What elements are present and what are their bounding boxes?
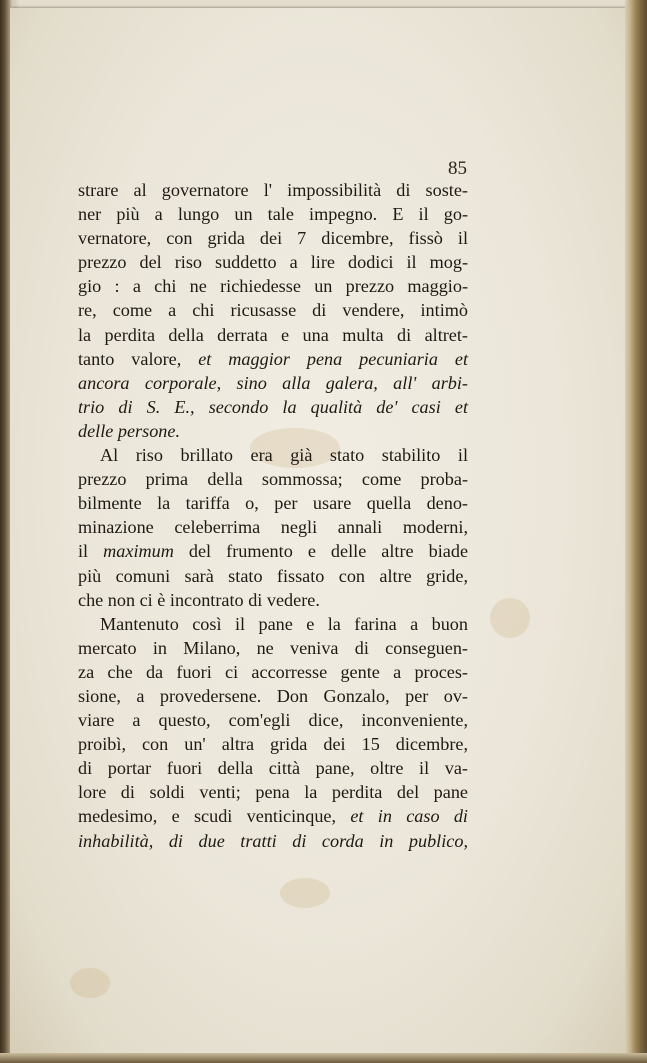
- text-line: [78, 419, 468, 443]
- italic-text-run: inhabilità, di due tratti di corda in publico,: [78, 830, 468, 851]
- text-line: più comuni sarà stato fissato con altre gride,: [78, 565, 468, 586]
- text-line: di portar fuori della città pane, oltre il va-: [78, 758, 468, 779]
- italic-text-run: maximum: [103, 541, 174, 562]
- text-line: [78, 829, 468, 853]
- text-line: [78, 395, 468, 419]
- text-line: vernatore, con grida dei 7 dicembre, fissò il: [78, 228, 468, 249]
- text-line: ner più a lungo un tale impegno. E il go-: [78, 204, 468, 225]
- text-line: Mantenuto così il pane e la farina a buon: [100, 613, 468, 634]
- text-line: bilmente la tariffa o, per usare quella deno-: [78, 493, 468, 514]
- text-line: viare a questo, com'egli dice, inconveniente,: [78, 710, 468, 731]
- italic-text-run: et maggior pena pecuniaria et: [198, 348, 469, 369]
- body-text: [78, 178, 468, 853]
- text-line: gio : a chi ne richiedesse un prezzo maggio-: [78, 276, 468, 297]
- text-line: za che da fuori ci accorresse gente a proces-: [78, 661, 468, 682]
- italic-text-run: delle persone.: [78, 420, 181, 441]
- text-run: tanto valore,: [78, 348, 182, 369]
- page-edge-right: [625, 0, 647, 1063]
- text-line: [78, 347, 468, 371]
- text-line: [78, 371, 468, 395]
- italic-text-run: trio di S. E., secondo la qualità de' casi et: [78, 396, 468, 417]
- text-line: la perdita della derrata e una multa di altret-: [78, 324, 468, 345]
- text-line: prezzo prima della sommossa; come proba-: [78, 469, 468, 490]
- italic-text-run: et in caso di: [350, 806, 468, 827]
- text-line: strare al governatore l' impossibilità di soste-: [78, 180, 468, 200]
- text-line: lore di soldi venti; pena la perdita del pane: [78, 782, 468, 803]
- text-run: del frumento e delle altre biade: [188, 541, 469, 562]
- text-line: re, come a chi ricusasse di vendere, intimò: [78, 300, 468, 321]
- text-line: [78, 804, 468, 828]
- foxing-stain: [490, 598, 530, 638]
- italic-text-run: ancora corporale, sino alla galera, all' arbi-: [78, 372, 468, 393]
- text-run: medesimo, e scudi venticinque,: [78, 806, 337, 827]
- text-line: che non ci è incontrato di vedere.: [78, 589, 320, 610]
- text-line: mercato in Milano, ne veniva di conseguen-: [78, 637, 468, 658]
- foxing-stain: [70, 968, 110, 998]
- text-line: Al riso brillato era già stato stabilito il: [100, 445, 468, 466]
- text-line: prezzo del riso suddetto a lire dodici il mog-: [78, 252, 468, 273]
- page-number: 85: [448, 158, 467, 179]
- text-run: il: [78, 541, 89, 562]
- foxing-stain: [280, 878, 330, 908]
- text-line: sione, a provedersene. Don Gonzalo, per ov-: [78, 685, 468, 706]
- page-edge-bottom: [0, 1053, 647, 1063]
- text-line: minazione celeberrima negli annali moderni,: [78, 517, 468, 538]
- text-line: [78, 539, 468, 563]
- text-line: proibì, con un' altra grida dei 15 dicembre,: [78, 734, 468, 755]
